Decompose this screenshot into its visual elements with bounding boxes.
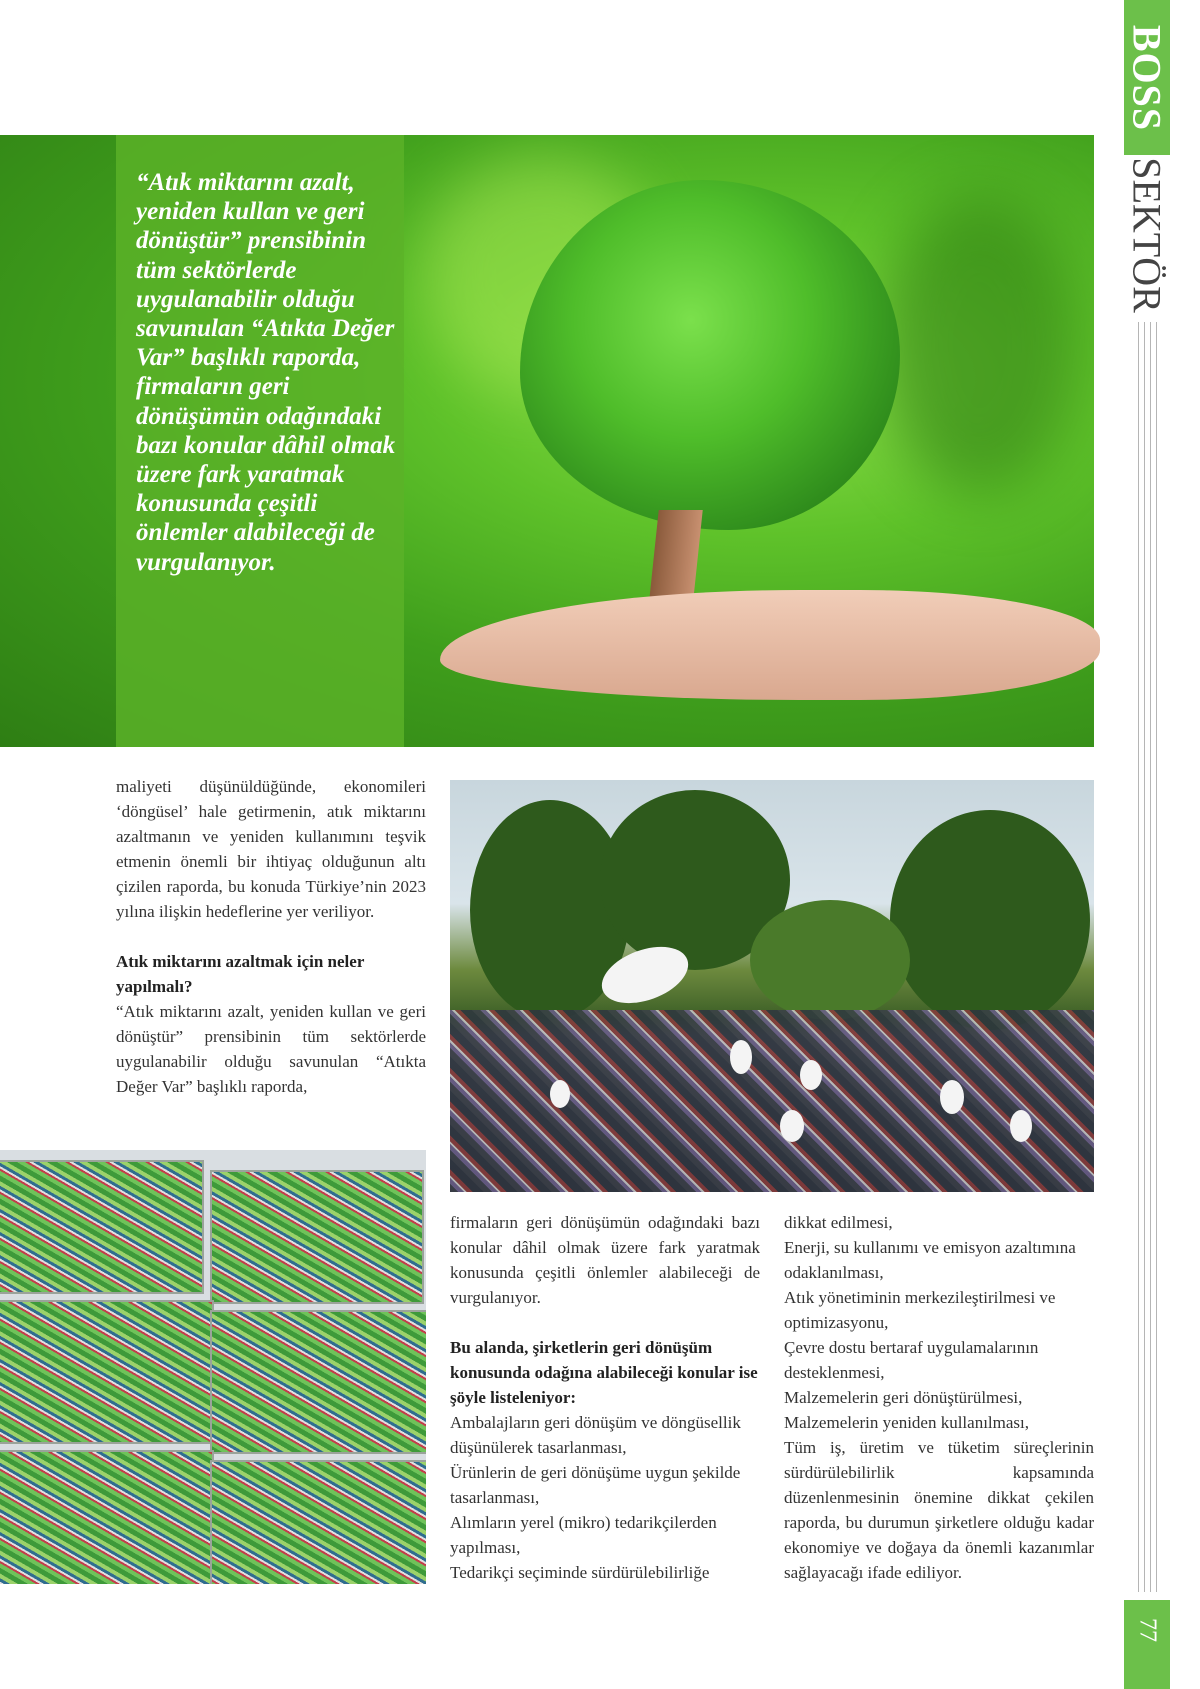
paper-tree-crown [520, 180, 900, 530]
article-column-1 [116, 774, 426, 1099]
list-item: Malzemelerin geri dönüştürülmesi, [784, 1388, 1023, 1407]
article-column-3 [784, 1210, 1094, 1585]
sidebar-rule [1150, 322, 1151, 1592]
sidebar-rule [1144, 322, 1145, 1592]
body-paragraph: Tüm iş, üretim ve tüketim süreçlerinin sürdürülebilirlik kapsamında düzenlenmesinin önemine dikkat çekilen raporda, bu durumun şirketlere olduğu kadar ekonomiye ve doğaya da önemli kazanımlar sağlayacağı ifade ediliyor. [784, 1438, 1094, 1582]
list-item: Enerji, su kullanımı ve emisyon azaltımına odaklanılması, [784, 1238, 1076, 1282]
landfill-birds-photo [450, 780, 1094, 1192]
list-item: Çevre dostu bertaraf uygulamalarının desteklenmesi, [784, 1338, 1039, 1382]
section-label: SEKTÖR [1124, 157, 1170, 313]
list-item: Ürünlerin de geri dönüşüme uygun şekilde tasarlanması, [450, 1463, 741, 1507]
body-paragraph: “Atık miktarını azalt, yeniden kullan ve geri dönüştür” prensibinin tüm sektörlerde uygulanabilir olduğu savunulan “Atıkta Değer Var” başlıklı raporda, [116, 1002, 426, 1096]
section-tab [1124, 157, 1170, 313]
recycling-bales-photo [0, 1150, 426, 1584]
section-heading: Bu alanda, şirketlerin geri dönüşüm konusunda odağına alabileceği konular ise şöyle listeleniyor: [450, 1338, 758, 1407]
section-sidebar [1124, 0, 1170, 1689]
body-paragraph: maliyeti düşünüldüğünde, ekonomileri ‘döngüsel’ hale getirmenin, atık miktarını azaltmanın ve yeniden kullanımını teşvik etmenin önemli bir ihtiyaç olduğunun altı çizilen raporda, bu konuda Türkiye’nin 2023 yılına ilişkin hedeflerine yer veriliyor. [116, 777, 426, 921]
sidebar-rule [1156, 322, 1157, 1592]
sidebar-rule [1138, 322, 1139, 1592]
list-item: Alımların yerel (mikro) tedarikçilerden yapılması, [450, 1513, 717, 1557]
list-item: dikkat edilmesi, [784, 1213, 893, 1232]
brand-label: BOSS [1124, 24, 1170, 132]
list-item: Atık yönetiminin merkezileştirilmesi ve optimizasyonu, [784, 1288, 1056, 1332]
article-column-2 [450, 1210, 760, 1585]
list-item: Tedarikçi seçiminde sürdürülebilirliğe [450, 1563, 710, 1582]
list-item: Malzemelerin yeniden kullanılması, [784, 1413, 1030, 1432]
body-paragraph: firmaların geri dönüşümün odağındaki bazı konular dâhil olmak üzere fark yaratmak konusunda çeşitli önlemler alabileceği de vurgulanıyor. [450, 1213, 760, 1307]
page-number-tab [1124, 1600, 1170, 1689]
brand-tab [1124, 0, 1170, 155]
pull-quote: “Atık miktarını azalt, yeniden kullan ve geri dönüştür” prensibinin tüm sektörlerde uygulanabilir olduğu savunulan “Atıkta Değer Var” başlıklı raporda, firmaların geri dönüşümün odağındaki bazı konular dâhil olmak üzere fark yaratmak konusunda çeşitli önlemler alabileceği de vurgulanıyor. [136, 169, 396, 576]
list-item: Ambalajların geri dönüşüm ve döngüsellik düşünülerek tasarlanması, [450, 1413, 741, 1457]
page-number: 77 [1134, 1618, 1161, 1642]
section-heading: Atık miktarını azaltmak için neler yapılmalı? [116, 952, 365, 996]
